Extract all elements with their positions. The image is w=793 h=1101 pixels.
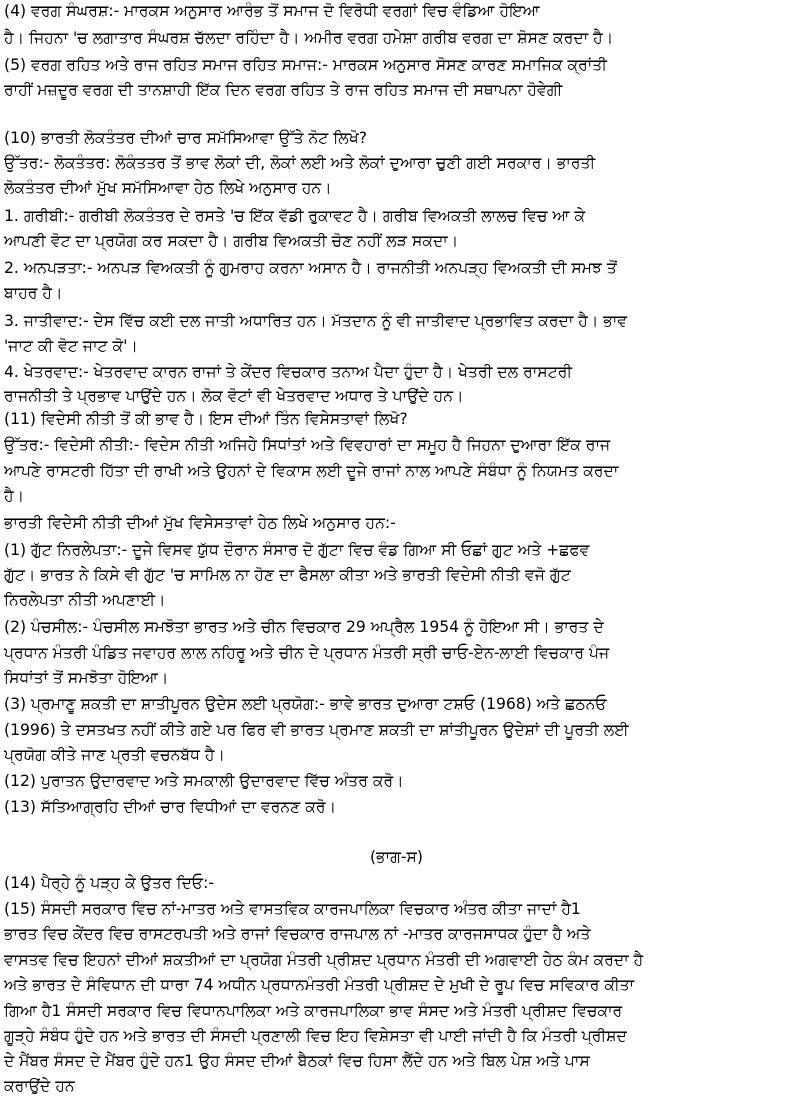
text-line: 'ਜਾਟ ਕੀ ਵੋਟ ਜਾਟ ਕੋ'। xyxy=(4,337,138,355)
text-line: ਵਾਸਤਵ ਵਿਚ ਇਹਨਾਂ ਦੀਆਂ ਸ਼ਕਤੀਆਂ ਦਾ ਪ੍ਰਯੋਗ ਮੰਤਰੀ ਪ੍ਰੀਸ਼ਦ ਪ੍ਰਧਾਨ ਮੰਤਰੀ ਦੀ ਅਗਵਾਈ ਹੇਠ ਕੰਮ ਕਰਦਾ ਹੈ xyxy=(4,951,644,969)
text-line: 4. ਖੇਤਰਵਾਦ:- ਖੇਤਰਵਾਦ ਕਾਰਨ ਰਾਜਾਂ ਤੇ ਕੇਂਦਰ ਵਿਚਕਾਰ ਤਨਾਅ ਪੈਦਾ ਹੁੰਦਾ ਹੈ। ਖੇਤਰੀ ਦਲ ਰਾਸਟਰੀ xyxy=(4,363,573,381)
text-line: (5) ਵਰਗ ਰਹਿਤ ਅਤੇ ਰਾਜ ਰਹਿਤ ਸਮਾਜ ਰਹਿਤ ਸਮਾਜ:- ਮਾਰਕਸ ਅਨੁਸਾਰ ਸੋਸਣ ਕਾਰਣ ਸਮਾਜਿਕ ਕ੍ਰਾਂਤੀ xyxy=(4,56,607,74)
text-line: ਹੈ। xyxy=(4,487,25,505)
text-line: ਭਾਰਤੀ ਵਿਦੇਸੀ ਨੀਤੀ ਦੀਆਂ ਮੁੱਖ ਵਿਸੇਸਤਾਵਾਂ ਹੇਠ ਲਿਖੇ ਅਨੁਸਾਰ ਹਨ:- xyxy=(4,514,396,532)
text-line: ਸਿਧਾਂਤਾਂ ਤੋਂ ਸਮਝੋਤਾ ਹੋਇਆ। xyxy=(4,669,169,687)
text-line: ਹੈ। ਜਿਹਨਾ 'ਚ ਲਗਾਤਾਰ ਸੰਘਰਸ਼ ਚੱਲਦਾ ਰਹਿੰਦਾ ਹੈ। ਅਮੀਰ ਵਰਗ ਹਮੇਸ਼ਾ ਗਰੀਬ ਵਰਗ ਦਾ ਸ਼ੋਸਣ ਕਰਦਾ ਹੈ। xyxy=(4,29,614,47)
text-line: ਰਾਹੀਂ ਮਜ਼ਦੂਰ ਵਰਗ ਦੀ ਤਾਨਸ਼ਾਹੀ ਇੱਕ ਦਿਨ ਵਰਗ ਰਹਿਤ ਤੇ ਰਾਜ ਰਹਿਤ ਸਮਾਜ ਦੀ ਸਥਾਪਨਾ ਹੋਵੇਗੀ xyxy=(4,81,563,99)
text-line: (4) ਵਰਗ ਸੰਘਰਸ਼:- ਮਾਰਕਸ ਅਨੁਸਾਰ ਆਰੰਭ ਤੋਂ ਸਮਾਜ ਦੋ ਵਿਰੋਧੀ ਵਰਗਾਂ ਵਿਚ ਵੰਡਿਆ ਹੋਇਆ xyxy=(4,2,540,20)
text-line: ਕਰਾਉਂਦੇ ਹਨ xyxy=(4,1077,75,1095)
text-line: (1) ਗੁੱਟ ਨਿਰਲੇਪਤਾ:- ਦੂਜੇ ਵਿਸਵ ਯੁੱਧ ਦੌਰਾਨ ਸੰਸਾਰ ਦੋ ਗੁੱਟਾ ਵਿਚ ਵੰਡ ਗਿਆ ਸੀ ਓਛਾਂ ਗੁਟ ਅਤੇ +ਛਫਵ xyxy=(4,541,590,559)
text-line: ਗੂੜ੍ਹੇ ਸੰਬੰਧ ਹੁੰਦੇ ਹਨ ਅਤੇ ਭਾਰਤ ਦੀ ਸੰਸਦੀ ਪ੍ਰਣਾਲੀ ਵਿਚ ਇਹ ਵਿਸ਼ੇਸਤਾ ਵੀ ਪਾਈ ਜਾਂਦੀ ਹੈ ਕਿ ਮੰਤਰੀ ਪ੍ਰੀਸ਼ਦ xyxy=(4,1027,627,1045)
question-heading: (13) ਸੱਤਿਆਗ੍ਰਹਿ ਦੀਆਂ ਚਾਰ ਵਿਧੀਆਂ ਦਾ ਵਰਨਣ ਕਰੋ। xyxy=(4,798,337,816)
question-heading: (15) ਸੰਸਦੀ ਸਰਕਾਰ ਵਿਚ ਨਾਂ-ਮਾਤਰ ਅਤੇ ਵਾਸਤਵਿਕ ਕਾਰਜਪਾਲਿਕਾ ਵਿਚਕਾਰ ਅੰਤਰ ਕੀਤਾ ਜਾਦਾਂ ਹੈ1 xyxy=(4,900,581,918)
text-line: ਦੇ ਮੈਂਬਰ ਸੰਸਦ ਦੇ ਮੈਂਬਰ ਹੁੰਦੇ ਹਨ1 ਉਹ ਸੰਸਦ ਦੀਆਂ ਬੈਠਕਾਂ ਵਿਚ ਹਿਸਾ ਲੈਂਦੇ ਹਨ ਅਤੇ ਬਿਲ ਪੇਸ਼ ਅਤੇ ਪਾਸ xyxy=(4,1052,590,1070)
text-line: 3. ਜਾਤੀਵਾਦ:- ਦੇਸ ਵਿੱਚ ਕਈ ਦਲ ਜਾਤੀ ਅਧਾਰਿਤ ਹਨ। ਮੱਤਦਾਨ ਨੂੰ ਵੀ ਜਾਤੀਵਾਦ ਪ੍ਰਭਾਵਿਤ ਕਰਦਾ ਹੈ। ਭਾਵ xyxy=(4,312,628,330)
text-line: ਗੁੱਟ। ਭਾਰਤ ਨੇ ਕਿਸੇ ਵੀ ਗੁੱਟ 'ਚ ਸਾਮਿਲ ਨਾ ਹੋਣ ਦਾ ਫੈਸਲਾ ਕੀਤਾ ਅਤੇ ਭਾਰਤੀ ਵਿਦੇਸੀ ਨੀਤੀ ਵਜੋ ਗੁੱਟ xyxy=(4,566,571,584)
text-line: (1996) ਤੇ ਦਸਤਖਤ ਨਹੀਂ ਕੀਤੇ ਗਏ ਪਰ ਫਿਰ ਵੀ ਭਾਰਤ ਪ੍ਰਮਾਣ ਸ਼ਕਤੀ ਦਾ ਸ਼ਾਂਤੀਪੂਰਨ ਉਦੇਸ਼ਾਂ ਦੀ ਪੂਰਤੀ ਲਈ xyxy=(4,721,629,739)
question-heading: (10) ਭਾਰਤੀ ਲੋਕਤੰਤਰ ਦੀਆਂ ਚਾਰ ਸਮੱਸਿਆਵਾ ਉੱਤੇ ਨੋਟ ਲਿਖੋ? xyxy=(4,129,367,147)
section-heading: (ਭਾਗ-ਸ) xyxy=(369,848,424,866)
text-line: ਲੋਕਤੰਤਰ ਦੀਆਂ ਮੁੱਖ ਸਮੱਸਿਆਵਾ ਹੇਠ ਲਿਖੇ ਅਨੁਸਾਰ ਹਨ। xyxy=(4,179,332,197)
text-line: ਭਾਰਤ ਵਿਚ ਕੇਂਦਰ ਵਿਚ ਰਾਸਟਰਪਤੀ ਅਤੇ ਰਾਜਾਂ ਵਿਚਕਾਰ ਰਾਜਪਾਲ ਨਾਂ -ਮਾਤਰ ਕਾਰਜਸਾਧਕ ਹੁੰਦਾ ਹੈ ਅਤੇ xyxy=(4,925,591,943)
text-line: (2) ਪੰਚਸੀਲ:- ਪੰਚਸੀਲ ਸਮਝੋਤਾ ਭਾਰਤ ਅਤੇ ਚੀਨ ਵਿਚਕਾਰ 29 ਅਪ੍ਰੈਲ 1954 ਨੂੰ ਹੋਇਆ ਸੀ। ਭਾਰਤ ਦੇ xyxy=(4,618,604,636)
question-heading: (12) ਪੁਰਾਤਨ ਉਦਾਰਵਾਦ ਅਤੇ ਸਮਕਾਲੀ ਉਦਾਰਵਾਦ ਵਿੱਚ ਅੰਤਰ ਕਰੋ। xyxy=(4,772,404,790)
text-line: ਉੱਤਰ:- ਲੋਕਤੰਤਰ: ਲੋਕੰਤਤਰ ਤੋਂ ਭਾਵ ਲੋਕਾਂ ਦੀ, ਲੋਕਾਂ ਲਈ ਅਤੇ ਲੋਕਾਂ ਦੁਆਰਾ ਚੁਣੀ ਗਈ ਸਰਕਾਰ। ਭਾਰਤੀ xyxy=(4,154,596,172)
text-line: ਪ੍ਰਯੋਗ ਕੀਤੇ ਜਾਣ ਪ੍ਰਤੀ ਵਚਨਬੱਧ ਹੈ। xyxy=(4,746,225,764)
text-line: 1. ਗਰੀਬੀ:- ਗਰੀਬੀ ਲੋਕਤੰਤਰ ਦੇ ਰਸਤੇ 'ਚ ਇੱਕ ਵੱਡੀ ਰੁਕਾਵਟ ਹੈ। ਗਰੀਬ ਵਿਅਕਤੀ ਲਾਲਚ ਵਿਚ ਆ ਕੇ xyxy=(4,207,586,225)
text-line: 2. ਅਨਪੜਤਾ:- ਅਨਪੜ ਵਿਅਕਤੀ ਨੂੰ ਗੁਮਰਾਹ ਕਰਨਾ ਅਸਾਨ ਹੈ। ਰਾਜਨੀਤੀ ਅਨਪੜ੍ਹ ਵਿਅਕਤੀ ਦੀ ਸਮਝ ਤੋਂ xyxy=(4,259,617,277)
text-line: ਅਤੇ ਭਾਰਤ ਦੇ ਸੰਵਿਧਾਨ ਦੀ ਧਾਰਾ 74 ਅਧੀਨ ਪ੍ਰਧਾਨਮੰਤਰੀ ਮੰਤਰੀ ਪ੍ਰੀਸ਼ਦ ਦੇ ਮੁਖੀ ਦੇ ਰੂਪ ਵਿਚ ਸਵਿਕਾਰ ਕੀਤਾ xyxy=(4,976,635,994)
question-heading: (11) ਵਿਦੇਸੀ ਨੀਤੀ ਤੋਂ ਕੀ ਭਾਵ ਹੈ। ਇਸ ਦੀਆਂ ਤਿੰਨ ਵਿਸੇਸਤਾਵਾਂ ਲਿਖੋ? xyxy=(4,410,408,428)
text-line: ਆਪਣੇ ਰਾਸਟਰੀ ਹਿੱਤਾ ਦੀ ਰਾਖੀ ਅਤੇ ਉਹਨਾਂ ਦੇ ਵਿਕਾਸ ਲਈ ਦੂਜੇ ਰਾਜਾਂ ਨਾਲ ਆਪਣੇ ਸੰਬੰਧਾ ਨੂੰ ਨਿਯਮਤ ਕਰਦਾ xyxy=(4,462,619,480)
text-line: ਰਾਜਨੀਤੀ ਤੇ ਪ੍ਰਭਾਵ ਪਾਉਂਦੇ ਹਨ। ਲੋਕ ਵੋਟਾਂ ਵੀ ਖੇਤਰਵਾਦ ਅਧਾਰ ਤੇ ਪਾਉਂਦੇ ਹਨ। xyxy=(4,387,464,405)
text-line: ਬਾਹਰ ਹੈ। xyxy=(4,284,63,302)
text-line: ਉੱਤਰ:- ਵਿਦੇਸੀ ਨੀਤੀ:- ਵਿਦੇਸ ਨੀਤੀ ਅਜਿਹੇ ਸਿਧਾਂਤਾਂ ਅਤੇ ਵਿਵਹਾਰਾਂ ਦਾ ਸਮੂਹ ਹੈ ਜਿਹਨਾ ਦੁਆਰਾ ਇੱਕ ਰਾਜ xyxy=(4,436,611,454)
text-line: ਗਿਆ ਹੈ1 ਸੰਸਦੀ ਸਰਕਾਰ ਵਿਚ ਵਿਧਾਨਪਾਲਿਕਾ ਅਤੇ ਕਾਰਜਪਾਲਿਕਾ ਭਾਵ ਸੰਸਦ ਅਤੇ ਮੰਤਰੀ ਪ੍ਰੀਸ਼ਦ ਵਿਚਕਾਰ xyxy=(4,1002,623,1020)
question-heading: (14) ਪੈਰ੍ਹੇ ਨੂੰ ਪੜ੍ਹ ਕੇ ਉਤਰ ਦਿਓ:- xyxy=(4,874,214,892)
text-line: ਆਪਣੀ ਵੋਟ ਦਾ ਪ੍ਰਯੋਗ ਕਰ ਸਕਦਾ ਹੈ। ਗਰੀਬ ਵਿਅਕਤੀ ਚੋਣ ਨਹੀਂ ਲੜ ਸਕਦਾ। xyxy=(4,232,459,250)
text-line: ਪ੍ਰਧਾਨ ਮੰਤਰੀ ਪੰਡਿਤ ਜਵਾਹਰ ਲਾਲ ਨਹਿਰੂ ਅਤੇ ਚੀਨ ਦੇ ਪ੍ਰਧਾਨ ਮੰਤਰੀ ਸ੍ਰੀ ਚਾਓ-ਏਨ-ਲਾਈ ਵਿਚਕਾਰ ਪੰਜ xyxy=(4,644,610,662)
text-line: (3) ਪ੍ਰਮਾਣੂ ਸ਼ਕਤੀ ਦਾ ਸ਼ਾਤੀਪੂਰਨ ਉਦੇਸ ਲਈ ਪ੍ਰਯੋਗ:- ਭਾਵੇ ਭਾਰਤ ਦੁਆਰਾ ਟਸ਼ਓ (1968) ਅਤੇ ਛਠਨਓ xyxy=(4,695,607,713)
text-line: ਨਿਰਲੇਪਤਾ ਨੀਤੀ ਅਪਣਾਈ। xyxy=(4,591,166,609)
